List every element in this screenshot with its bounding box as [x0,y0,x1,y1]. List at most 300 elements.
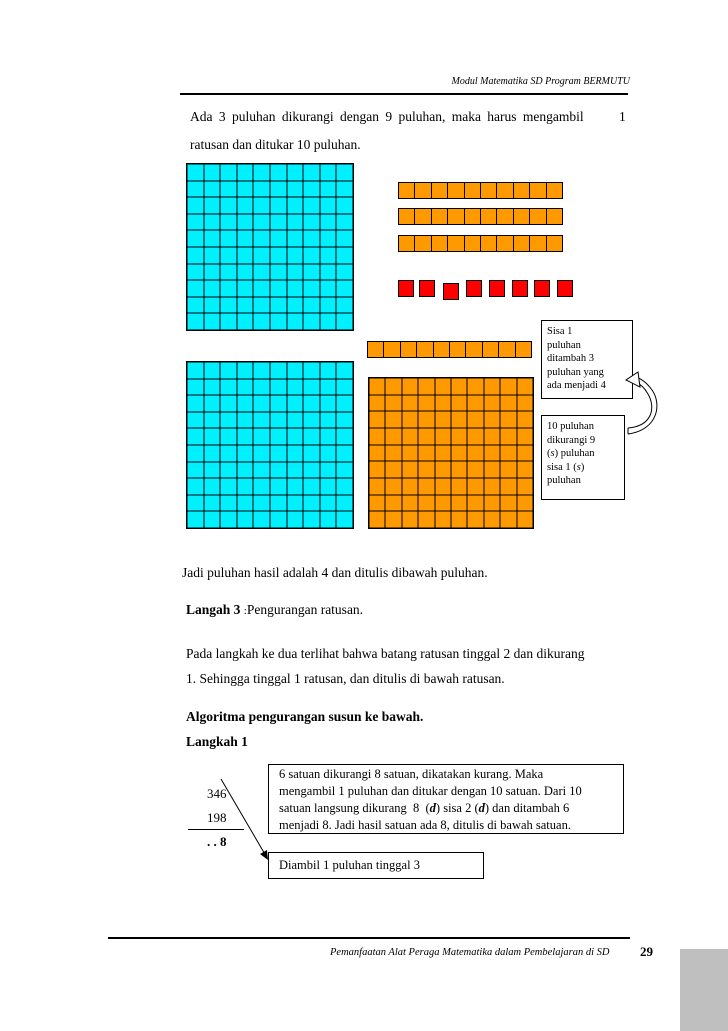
paragraph-1-line-1-end: 1 [619,109,626,124]
grid-cell [270,230,287,247]
grid-cell [220,197,237,214]
grid-cell [220,297,237,314]
grid-cell [270,362,287,379]
grid-cell [220,362,237,379]
grid-cell [270,412,287,429]
paragraph-1-line-2: ratusan dan ditukar 10 puluhan. [190,137,361,152]
grid-cell [187,445,204,462]
grid-cell [385,478,401,495]
step-3-heading [186,601,363,620]
grid-cell [237,214,254,231]
grid-cell [253,247,270,264]
grid-cell [320,395,337,412]
note-1-line: puluhan yang [547,366,604,378]
grid-cell [287,478,304,495]
grid-cell [204,428,221,445]
grid-cell [253,511,270,528]
grid-cell [320,495,337,512]
grid-cell [435,511,451,528]
grid-cell [187,247,204,264]
grid-cell [287,428,304,445]
tens-bar-1 [398,182,563,199]
grid-cell [220,412,237,429]
note-2-line: 10 puluhan [547,421,594,432]
grid-cell [253,462,270,479]
bar-cell [547,236,562,251]
grid-cell [253,395,270,412]
grid-cell [187,313,204,330]
grid-cell [320,462,337,479]
bar-cell [465,183,481,198]
grid-cell [320,379,337,396]
grid-cell [500,378,516,395]
step-3-text: Pengurangan ratusan. [246,602,364,617]
footer-text: Pemanfaatan Alat Peraga Matematika dalam Pembelajaran di SD [330,947,610,958]
bar-cell [497,183,513,198]
grid-cell [220,214,237,231]
grid-cell [320,445,337,462]
grid-cell [270,313,287,330]
grid-cell [517,411,533,428]
grid-cell [336,230,353,247]
grid-cell [204,230,221,247]
grid-cell [287,313,304,330]
grid-cell [385,411,401,428]
grid-cell [435,378,451,395]
grid-cell [253,214,270,231]
bar-cell [514,236,530,251]
grid-cell [253,428,270,445]
tens-remaining-box: Diambil 1 puluhan tinggal 3 [268,852,484,879]
note-tens-subtraction [541,415,625,500]
grid-cell [237,412,254,429]
grid-cell [336,164,353,181]
note-2-line: (s) puluhan [547,448,595,459]
grid-cell [220,379,237,396]
grid-cell [237,511,254,528]
grid-cell [320,428,337,445]
footer-rule [108,937,630,939]
grid-cell [303,445,320,462]
note-1-line: Sisa 1 [547,326,573,337]
grid-cell [204,362,221,379]
grid-cell [336,181,353,198]
grid-cell [303,379,320,396]
grid-cell [484,395,500,412]
grid-cell [467,495,483,512]
grid-cell [320,214,337,231]
grid-cell [500,511,516,528]
grid-cell [253,313,270,330]
grid-cell [451,411,467,428]
grid-cell [303,478,320,495]
grid-cell [270,164,287,181]
grid-cell [320,264,337,281]
grid-cell [237,313,254,330]
grid-cell [187,379,204,396]
grid-cell [418,511,434,528]
curved-arrow-icon [622,368,662,438]
bar-cell [514,183,530,198]
grid-cell [451,395,467,412]
unit-square [557,280,573,297]
grid-cell [451,461,467,478]
note-2-line: sisa 1 (s) [547,461,585,473]
bar-cell [415,209,431,224]
bar-cell [432,236,448,251]
grid-cell [253,164,270,181]
grid-cell [435,445,451,462]
grid-cell [320,230,337,247]
grid-cell [517,478,533,495]
bar-cell [368,342,384,357]
grid-cell [237,297,254,314]
grid-cell [237,247,254,264]
grid-cell [435,461,451,478]
grid-cell [336,495,353,512]
note-2-line: dikurangi 9 [547,434,596,446]
grid-cell [253,478,270,495]
algorithm-title: Algoritma pengurangan susun ke bawah. [186,709,424,724]
grid-cell [187,362,204,379]
note-2-line: puluhan [547,475,581,486]
grid-cell [369,511,385,528]
grid-cell [253,445,270,462]
grid-cell [187,297,204,314]
grid-cell [385,395,401,412]
grid-cell [287,297,304,314]
grid-cell [385,445,401,462]
grid-cell [500,445,516,462]
grid-cell [253,412,270,429]
grid-cell [287,395,304,412]
grid-cell [467,511,483,528]
grid-cell [270,214,287,231]
bar-cell [483,342,499,357]
grid-cell [320,478,337,495]
bar-cell [516,342,531,357]
grid-cell [336,214,353,231]
page-header: Modul Matematika SD Program BERMUTU [451,76,630,87]
grid-cell [500,478,516,495]
grid-cell [303,362,320,379]
grid-cell [253,264,270,281]
grid-cell [220,164,237,181]
bar-cell [432,183,448,198]
page-number: 29 [640,944,653,959]
grid-cell [220,495,237,512]
grid-cell [517,428,533,445]
grid-cell [253,280,270,297]
grid-cell [320,412,337,429]
grid-cell [287,511,304,528]
grid-cell [435,428,451,445]
grid-cell [402,378,418,395]
subtrahend: 198 [207,810,227,825]
grid-cell [517,395,533,412]
explanation-line: satuan langsung dikurang 8 (d) sisa 2 (d) dan ditambah 6 [279,801,570,815]
grid-cell [484,461,500,478]
explanation-box [268,764,624,834]
grid-cell [484,445,500,462]
explanation-line: 6 satuan dikurangi 8 satuan, dikatakan kurang. Maka [279,767,544,781]
grid-cell [435,495,451,512]
grid-cell [451,495,467,512]
grid-cell [385,461,401,478]
bar-cell [530,183,546,198]
grid-cell [204,197,221,214]
grid-cell [320,164,337,181]
tens-bar-2 [398,208,563,225]
grid-cell [303,395,320,412]
grid-cell [484,495,500,512]
page-tab-marker [680,949,728,1031]
grid-cell [303,313,320,330]
grid-cell [287,214,304,231]
grid-cell [500,461,516,478]
grid-cell [270,495,287,512]
grid-cell [204,280,221,297]
grid-cell [418,428,434,445]
grid-cell [369,495,385,512]
grid-cell [237,428,254,445]
grid-cell [270,280,287,297]
bar-cell [415,236,431,251]
grid-cell [287,495,304,512]
note-remaining-tens [541,320,633,399]
grid-cell [336,478,353,495]
grid-cell [303,428,320,445]
grid-cell [187,511,204,528]
grid-cell [336,280,353,297]
grid-cell [303,247,320,264]
bar-cell [530,236,546,251]
grid-cell [204,379,221,396]
bar-cell [384,342,400,357]
grid-cell [320,362,337,379]
grid-cell [237,462,254,479]
unit-square [443,283,459,300]
grid-cell [187,230,204,247]
grid-cell [418,395,434,412]
grid-cell [253,297,270,314]
grid-cell [204,511,221,528]
grid-cell [237,379,254,396]
grid-cell [451,428,467,445]
grid-cell [253,181,270,198]
explanation-line: menjadi 8. Jadi hasil satuan ada 8, ditulis di bawah satuan. [279,818,571,832]
step-3-label: Langah 3 [186,602,241,617]
grid-cell [287,164,304,181]
grid-cell [204,412,221,429]
grid-cell [220,230,237,247]
note-1-line: puluhan [547,339,581,351]
grid-cell [320,197,337,214]
grid-cell [418,478,434,495]
grid-cell [336,445,353,462]
grid-cell [467,411,483,428]
bar-cell [450,342,466,357]
grid-cell [500,411,516,428]
grid-cell [187,197,204,214]
bar-cell [530,209,546,224]
unit-square [419,280,435,297]
grid-cell [303,412,320,429]
grid-cell [303,462,320,479]
grid-cell [237,445,254,462]
grid-cell [369,478,385,495]
bar-cell [448,183,464,198]
bar-cell [497,209,513,224]
minuend: 346 [207,786,227,801]
bar-cell [481,183,497,198]
grid-cell [385,495,401,512]
grid-cell [287,247,304,264]
grid-cell [270,197,287,214]
grid-cell [187,412,204,429]
grid-cell [385,428,401,445]
grid-cell [402,428,418,445]
grid-cell [402,495,418,512]
grid-cell [270,379,287,396]
grid-cell [270,181,287,198]
bar-cell [399,209,415,224]
grid-cell [287,462,304,479]
grid-cell [253,495,270,512]
paragraph-1 [190,108,628,126]
unit-square [534,280,550,297]
grid-cell [204,264,221,281]
bar-cell [466,342,482,357]
grid-cell [320,247,337,264]
grid-cell [220,478,237,495]
grid-cell [237,495,254,512]
grid-cell [220,181,237,198]
grid-cell [303,197,320,214]
step-1-heading: Langkah 1 [186,734,248,749]
grid-cell [467,445,483,462]
bar-cell [448,236,464,251]
grid-cell [237,264,254,281]
grid-cell [204,495,221,512]
grid-cell [336,511,353,528]
grid-cell [287,197,304,214]
grid-cell [220,511,237,528]
grid-cell [253,230,270,247]
grid-cell [320,511,337,528]
grid-cell [303,280,320,297]
grid-cell [253,197,270,214]
grid-cell [270,462,287,479]
header-rule [180,93,628,95]
grid-cell [336,412,353,429]
grid-cell [220,313,237,330]
grid-cell [484,411,500,428]
grid-cell [270,478,287,495]
grid-cell [320,297,337,314]
grid-cell [237,181,254,198]
bar-cell [499,342,515,357]
grid-cell [287,379,304,396]
grid-cell [418,411,434,428]
grid-cell [336,395,353,412]
grid-cell [303,495,320,512]
grid-cell [418,495,434,512]
grid-cell [385,378,401,395]
grid-cell [303,230,320,247]
step-3-separator: : [243,605,247,617]
grid-cell [517,378,533,395]
grid-cell [270,297,287,314]
grid-cell [336,264,353,281]
grid-cell [517,511,533,528]
grid-cell [204,214,221,231]
unit-square [466,280,482,297]
bar-cell [481,209,497,224]
grid-cell [418,378,434,395]
bar-cell [547,183,562,198]
grid-cell [237,362,254,379]
grid-cell [220,462,237,479]
grid-cell [204,247,221,264]
bar-cell [399,183,415,198]
grid-cell [220,428,237,445]
bar-cell [448,209,464,224]
grid-cell [369,428,385,445]
note-1-line: ditambah 3 [547,353,594,364]
grid-cell [187,214,204,231]
grid-cell [270,428,287,445]
grid-cell [204,297,221,314]
note-1-line: ada menjadi 4 [547,380,606,391]
grid-cell [402,461,418,478]
grid-cell [303,214,320,231]
grid-cell [517,445,533,462]
grid-cell [237,164,254,181]
grid-cell [418,461,434,478]
grid-cell [237,395,254,412]
bar-cell [415,183,431,198]
grid-cell [204,462,221,479]
grid-cell [385,511,401,528]
grid-cell [451,445,467,462]
grid-cell [270,264,287,281]
grid-cell [287,445,304,462]
grid-cell [187,280,204,297]
grid-cell [237,197,254,214]
grid-cell [270,247,287,264]
result-tens-text: Jadi puluhan hasil adalah 4 dan ditulis dibawah puluhan. [182,565,488,580]
grid-cell [484,378,500,395]
tens-bar-3 [398,235,563,252]
grid-cell [287,362,304,379]
grid-cell [320,280,337,297]
grid-cell [320,313,337,330]
grid-cell [369,445,385,462]
bar-cell [417,342,433,357]
grid-cell [336,297,353,314]
grid-cell [369,395,385,412]
grid-cell [451,378,467,395]
bar-cell [434,342,450,357]
bar-cell [465,209,481,224]
grid-cell [237,280,254,297]
grid-cell [204,445,221,462]
grid-cell [204,164,221,181]
grid-cell [402,511,418,528]
grid-cell [500,428,516,445]
grid-cell [435,478,451,495]
